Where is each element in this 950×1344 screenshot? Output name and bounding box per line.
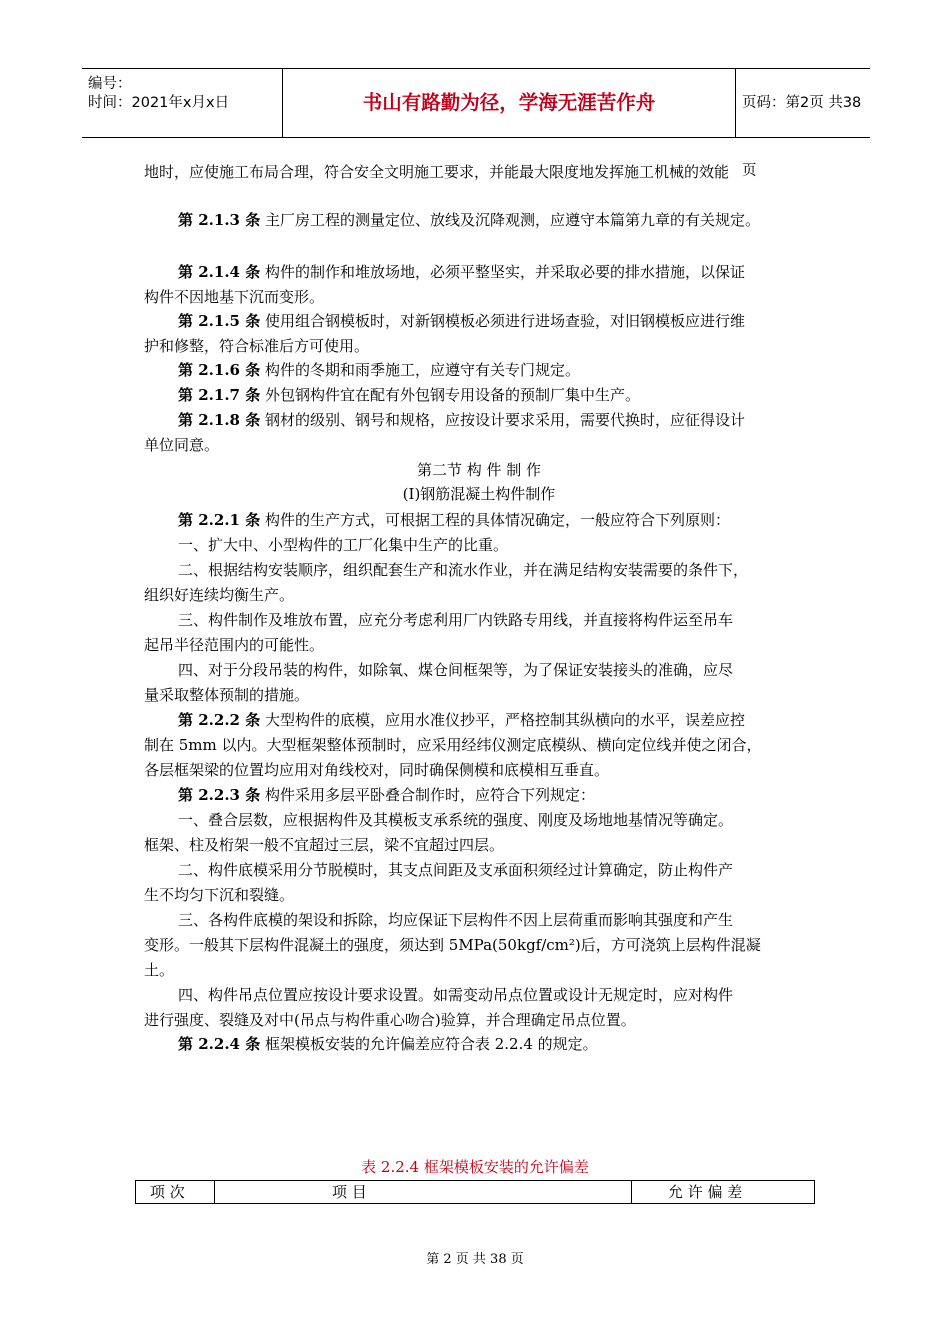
text-line: 地时，应使施工布局合理，符合安全文明施工要求，并能最大限度地发挥施工机械的效能 [144, 163, 730, 181]
deviation-table-header [135, 1180, 815, 1204]
document-number-label: 编号： [88, 76, 132, 92]
text-line: 框架、柱及桁架一般不宜超过三层，梁不宜超过四层。 [144, 836, 505, 854]
column-header-allowed-deviation: 允 许 偏 差 [668, 1183, 743, 1201]
clause-line: 第 2.2.4 条 框架模板安装的允许偏差应符合表 2.2.4 的规定。 [178, 1035, 598, 1053]
clause-line: 第 2.2.1 条 构件的生产方式，可根据工程的具体情况确定，一般应符合下列原则： [178, 511, 730, 529]
header-page-info: 页码：第2页 共38页 [742, 95, 862, 179]
text-line: 组织好连续均衡生产。 [144, 586, 295, 604]
text-line: 制在 5mm 以内。大型框架整体预制时，应采用经纬仪测定底模纵、横向定位线并使之闭合， [144, 736, 762, 754]
document-date: 时间：2021年x月x日 [88, 95, 230, 111]
text-line: 变形。一般其下层构件混凝土的强度，须达到 5MPa(50kgf/cm²)后，方可浇筑上层构件混凝 [144, 936, 761, 954]
text-line: 进行强度、裂缝及对中(吊点与构件重心吻合)验算，并合理确定吊点位置。 [144, 1011, 636, 1029]
list-item: 三、各构件底模的架设和拆除，均应保证下层构件不因上层荷重而影响其强度和产生 [178, 911, 734, 929]
subsection-title: (Ⅰ)钢筋混凝土构件制作 [402, 485, 556, 503]
text-line: 量采取整体预制的措施。 [144, 686, 310, 704]
column-header-item: 项 目 [332, 1183, 367, 1201]
clause-line: 第 2.1.8 条 钢材的级别、钢号和规格，应按设计要求采用，需要代换时，应征得设计 [178, 411, 745, 429]
clause-line: 第 2.1.7 条 外包钢构件宜在配有外包钢专用设备的预制厂集中生产。 [178, 386, 640, 404]
column-header-item-no: 项 次 [150, 1183, 185, 1201]
table-caption: 表 2.2.4 框架模板安装的允许偏差 [361, 1158, 589, 1176]
list-item: 二、根据结构安装顺序，组织配套生产和流水作业，并在满足结构安装需要的条件下， [178, 561, 749, 579]
text-line: 生不均匀下沉和裂缝。 [144, 886, 295, 904]
clause-line: 第 2.1.3 条 主厂房工程的测量定位、放线及沉降观测，应遵守本篇第九章的有关规定。 [178, 211, 760, 229]
page-footer: 第 2 页 共 38 页 [426, 1252, 524, 1267]
clause-line: 第 2.1.4 条 构件的制作和堆放场地，必须平整坚实，并采取必要的排水措施，以保证 [178, 263, 745, 281]
text-line: 护和修整，符合标准后方可使用。 [144, 337, 370, 355]
clause-line: 第 2.2.3 条 构件采用多层平卧叠合制作时，应符合下列规定： [178, 786, 595, 804]
clause-line: 第 2.2.2 条 大型构件的底模，应用水准仪抄平，严格控制其纵横向的水平，误差应控 [178, 711, 745, 729]
list-item: 三、构件制作及堆放布置，应充分考虑利用厂内铁路专用线，并直接将构件运至吊车 [178, 611, 734, 629]
text-line: 单位同意。 [144, 436, 220, 454]
list-item: 二、构件底模采用分节脱模时，其支点间距及支承面积须经过计算确定，防止构件产 [178, 861, 734, 879]
list-item: 四、构件吊点位置应按设计要求设置。如需变动吊点位置或设计无规定时，应对构件 [178, 986, 734, 1004]
header-meta [82, 69, 283, 137]
text-line: 起吊半径范围内的可能性。 [144, 636, 325, 654]
list-item: 一、叠合层数，应根据构件及其模板支承系统的强度、刚度及场地地基情况等确定。 [178, 811, 734, 829]
section-title: 第二节 构 件 制 作 [416, 461, 542, 479]
header-motto: 书山有路勤为径，学海无涯苦作舟 [283, 69, 736, 137]
text-line: 各层框架梁的位置均应用对角线校对，同时确保侧模和底模相互垂直。 [144, 761, 610, 779]
text-line: 土。 [144, 961, 175, 979]
text-line: 构件不因地基下沉而变形。 [144, 288, 325, 306]
clause-line: 第 2.1.5 条 使用组合钢模板时，对新钢模板必须进行进场查验，对旧钢模板应进行维 [178, 312, 745, 330]
list-item: 四、对于分段吊装的构件，如除氧、煤仓间框架等，为了保证安装接头的准确，应尽 [178, 661, 734, 679]
clause-line: 第 2.1.6 条 构件的冬期和雨季施工，应遵守有关专门规定。 [178, 361, 580, 379]
column-divider [631, 1181, 632, 1203]
list-item: 一、扩大中、小型构件的工厂化集中生产的比重。 [178, 536, 509, 554]
column-divider [214, 1181, 215, 1203]
